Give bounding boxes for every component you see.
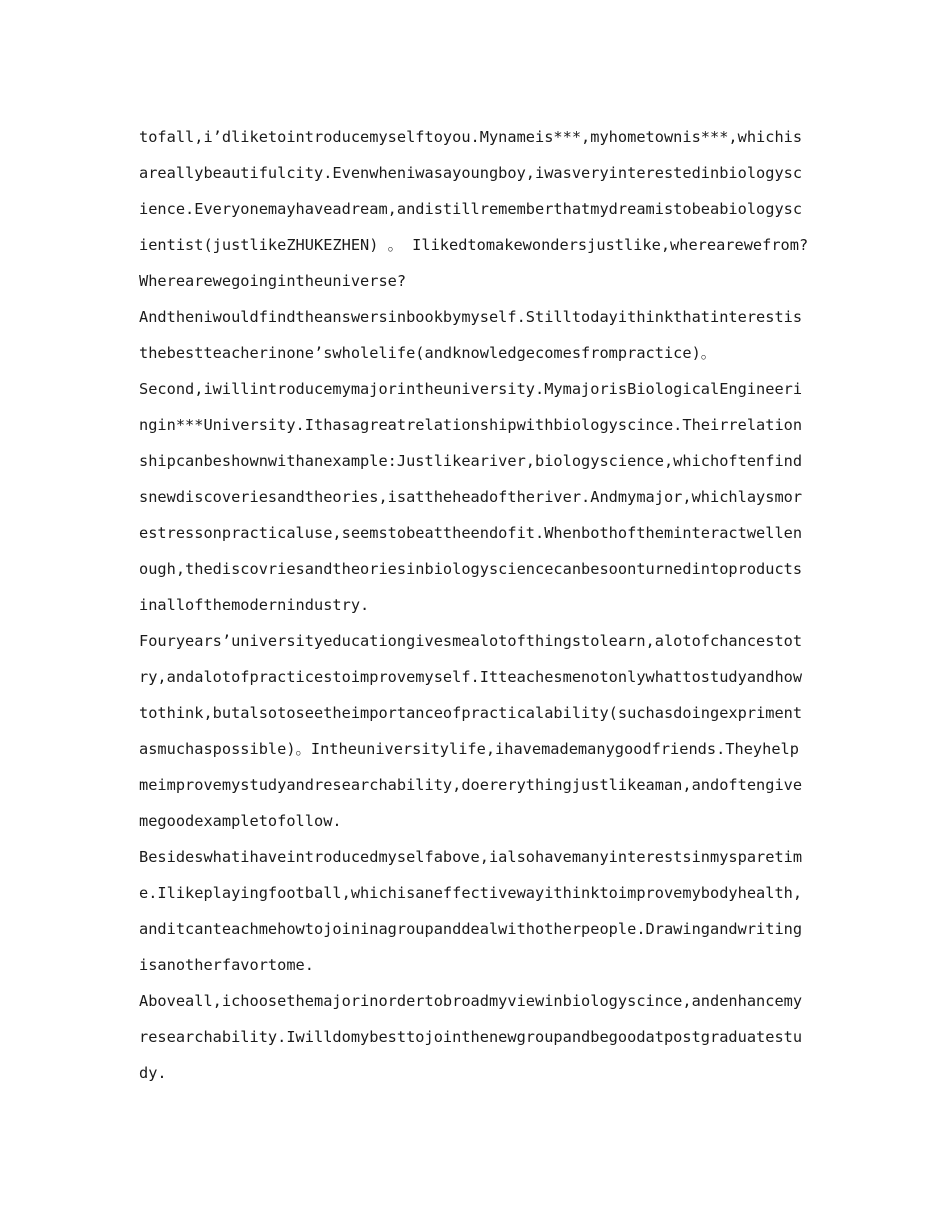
text-line: shipcanbeshownwithanexample:Justlikeariver,biologyscience,whichoftenfind <box>139 452 803 470</box>
text-line: Fouryears’universityeducationgivesmealotofthingstolearn,alotofchancestot <box>139 632 803 650</box>
text-line: tofall,i’dliketointroducemyselftoyou.Mynameis***,myhometownis***,whichis <box>139 128 803 146</box>
text-line: anditcanteachmehowtojoininagroupanddealwithotherpeople.Drawingandwriting <box>139 920 803 938</box>
text-line: researchability.Iwilldomybesttojointhenewgroupandbegoodatpostgraduatestu <box>139 1028 803 1046</box>
text-line: megoodexampletofollow. <box>139 812 342 830</box>
text-line: Second,iwillintroducemymajorintheuniversity.MymajorisBiologicalEngineeri <box>139 380 803 398</box>
text-line: thebestteacherinone’swholelife(andknowledgecomesfrompractice)。 <box>139 344 717 362</box>
text-line: Aboveall,ichoosethemajorinordertobroadmyviewinbiologyscince,andenhancemy <box>139 992 803 1010</box>
text-line: tothink,butalsotoseetheimportanceofpracticalability(suchasdoingexpriment <box>139 704 803 722</box>
text-line: Wherearewegoingintheuniverse? <box>139 272 407 290</box>
text-line: e.Ilikeplayingfootball,whichisaneffectivewayithinktoimprovemybodyhealth, <box>139 884 803 902</box>
text-line: inallofthemodernindustry. <box>139 596 370 614</box>
text-line: Andtheniwouldfindtheanswersinbookbymyself.Stilltodayithinkthatinterestis <box>139 308 803 326</box>
text-line: areallybeautifulcity.Evenwheniwasayoungboy,iwasveryinterestedinbiologysc <box>139 164 803 182</box>
text-line: ientist(justlikeZHUKEZHEN) 。 Ilikedtomakewondersjustlike,wherearewefrom? <box>139 236 809 254</box>
text-line: ough,thediscovriesandtheoriesinbiologysciencecanbesoonturnedintoproducts <box>139 560 803 578</box>
document-body <box>139 119 813 1091</box>
text-line: isanotherfavortome. <box>139 956 314 974</box>
text-line: estressonpracticaluse,seemstobeattheendofit.Whenbothoftheminteractwellen <box>139 524 803 542</box>
text-line: ry,andalotofpracticestoimprovemyself.Itteachesmenotonlywhattostudyandhow <box>139 668 803 686</box>
text-line: dy. <box>139 1064 167 1082</box>
text-line: meimprovemystudyandresearchability,doererythingjustlikeaman,andoftengive <box>139 776 803 794</box>
text-line: asmuchaspossible)。Intheuniversitylife,ihavemademanygoodfriends.Theyhelp <box>139 740 799 758</box>
text-line: ngin***University.Ithasagreatrelationshipwithbiologyscince.Theirrelation <box>139 416 803 434</box>
text-line: snewdiscoveriesandtheories,isattheheadoftheriver.Andmymajor,whichlaysmor <box>139 488 803 506</box>
text-line: ience.Everyonemayhaveadream,andistillrememberthatmydreamistobeabiologysc <box>139 200 803 218</box>
text-line: Besideswhatihaveintroducedmyselfabove,ialsohavemanyinterestsinmysparetim <box>139 848 803 866</box>
